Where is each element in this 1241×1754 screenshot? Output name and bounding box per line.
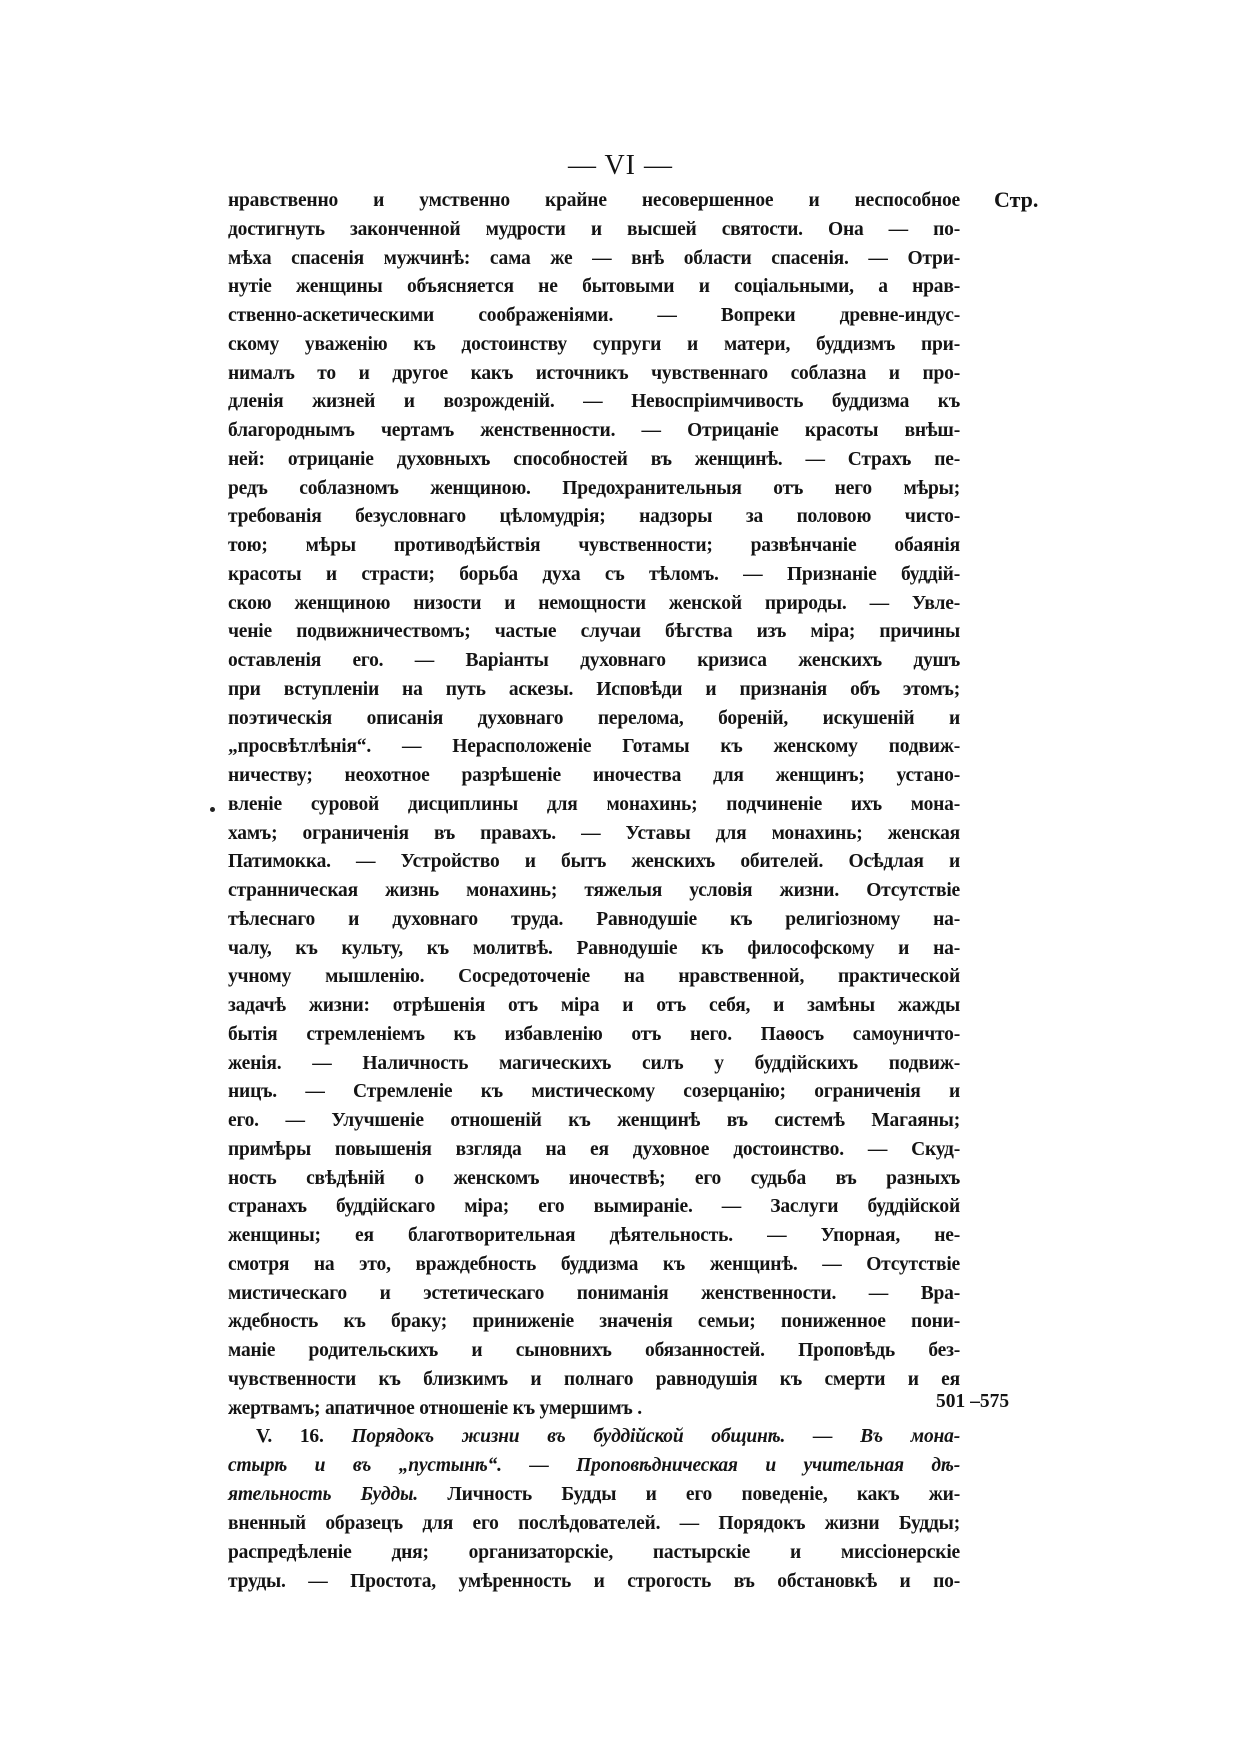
entry-line: ждебность къ браку; приниженіе значенія семьи; пониженное пони-: [228, 1311, 960, 1333]
entry-line: нутіе женщины объясняется не бытовыми и соціальными, а нрав-: [228, 276, 960, 298]
entry-heading-italic: ятельность Будды.: [228, 1484, 418, 1505]
entry-line: ченіе подвижничествомъ; частые случаи бѣгства изъ міра; причины: [228, 621, 960, 643]
entry-line: ней: отрицаніе духовныхъ способностей въ женщинѣ. — Страхъ пе-: [228, 448, 960, 470]
entry-line: его. — Улучшеніе отношеній къ женщинѣ въ системѣ Магаяны;: [228, 1110, 960, 1131]
entry-line: бытія стремленіемъ къ избавленію отъ него. Паѳосъ самоуничто-: [228, 1023, 960, 1045]
entry-line: жертвамъ; апатичное отношеніе къ умершимъ .: [228, 1397, 642, 1419]
entry-line: скому уваженію къ достоинству супруги и матери, буддизмъ при-: [228, 333, 960, 355]
page-column-label: Стр.: [994, 187, 1039, 212]
entry-line: [228, 1451, 960, 1480]
entry-line: нравственно и умственно крайне несовершенное и неспособное: [228, 190, 960, 211]
entry-line: тою; мѣры противодѣйствія чувственности; развѣнчаніе обаянія: [228, 535, 960, 556]
entry-line: тѣлеснаго и духовнаго труда. Равнодушіе къ религіозному на-: [228, 908, 960, 930]
entry-line: Патимокка. — Устройство и бытъ женскихъ обителей. Осѣдлая и: [228, 851, 960, 873]
entry-line: задачѣ жизни: отрѣшенія отъ міра и отъ себя, и замѣны жажды: [228, 995, 960, 1016]
page-range: 501 –575: [936, 1391, 1010, 1412]
entry-line: нималъ то и другое какъ источникъ чувственнаго соблазна и про-: [228, 362, 960, 384]
entry-line: маніе родительскихъ и сыновнихъ обязанностей. Проповѣдь без-: [228, 1340, 960, 1361]
entry-line: достигнуть законченной мудрости и высшей святости. Она — по-: [228, 218, 960, 240]
entry-line: [256, 1422, 960, 1451]
entry-line: оставленія его. — Варіанты духовнаго кризиса женскихъ душъ: [228, 650, 960, 671]
entry-line: скою женщиною низости и немощности женской природы. — Увле-: [228, 592, 960, 614]
margin-dot: [210, 807, 215, 812]
entry-heading-number: V. 16.: [256, 1426, 352, 1447]
entry-line: ницъ. — Стремленіе къ мистическому созерцанію; ограниченія и: [228, 1081, 960, 1103]
entry-line: женія. — Наличность магическихъ силъ у буддійскихъ подвиж-: [228, 1052, 960, 1074]
entry-line: труды. — Простота, умѣренность и строгость въ обстановкѣ и по-: [228, 1571, 960, 1592]
entry-line: „просвѣтлѣнія“. — Нерасположеніе Готамы къ женскому подвиж-: [228, 736, 960, 758]
entry-line: чувственности къ близкимъ и полнаго равнодушія къ смерти и ея: [228, 1368, 960, 1390]
entry-line: распредѣленіе дня; организаторскіе, пастырскіе и миссіонерскіе: [228, 1542, 960, 1563]
entry-line: женщины; ея благотворительная дѣятельность. — Упорная, не-: [228, 1225, 960, 1246]
entry-line: чалу, къ культу, къ молитвѣ. Равнодушіе къ философскому и на-: [228, 937, 960, 959]
entry-line: странническая жизнь монахинь; тяжелыя условія жизни. Отсутствіе: [228, 880, 960, 901]
entry-heading-italic: стырѣ и въ „пустынѣ“. — Проповѣдническая и учительная дѣ-: [228, 1455, 960, 1476]
entry-line: смотря на это, враждебность буддизма къ женщинѣ. — Отсутствіе: [228, 1253, 960, 1275]
entry-heading-italic: Порядокъ жизни въ буддійской общинѣ. — Въ мона-: [351, 1426, 960, 1447]
entry-line: поэтическія описанія духовнаго перелома, бореній, искушеній и: [228, 707, 960, 729]
page-number: — VI —: [567, 150, 674, 181]
entry-line: примѣры повышенія взгляда на ея духовное достоинство. — Скуд-: [228, 1138, 960, 1160]
entry-line: редъ соблазномъ женщиною. Предохранительныя отъ него мѣры;: [228, 477, 960, 499]
entry-line: вненный образецъ для его послѣдователей. — Порядокъ жизни Будды;: [228, 1513, 960, 1534]
entry-line: [228, 1480, 960, 1509]
entry-line: при вступленіи на путь аскезы. Исповѣди и признанія объ этомъ;: [228, 678, 960, 700]
entry-line: красоты и страсти; борьба духа съ тѣломъ. — Признаніе буддій-: [228, 563, 960, 585]
entry-line: ственно-аскетическими соображеніями. — Вопреки древне-индус-: [228, 305, 960, 326]
entry-line: мистическаго и эстетическаго пониманія женственности. — Вра-: [228, 1282, 960, 1304]
entry-text: Личность Будды и его поведеніе, какъ жи-: [418, 1484, 960, 1505]
entry-line: вленіе суровой дисциплины для монахинь; подчиненіе ихъ мона-: [228, 793, 960, 815]
entry-line: требованія безусловнаго цѣломудрія; надзоры за половою чисто-: [228, 506, 960, 528]
entry-line: мѣха спасенія мужчинѣ: сама же — внѣ области спасенія. — Отри-: [228, 247, 960, 269]
entry-line: странахъ буддійскаго міра; его вымираніе. — Заслуги буддійской: [228, 1196, 960, 1218]
entry-line: дленія жизней и возрожденій. — Невоспріимчивость буддизма къ: [228, 391, 960, 413]
entry-line: благороднымъ чертамъ женственности. — Отрицаніе красоты внѣш-: [228, 420, 960, 441]
entry-line: ность свѣдѣній о женскомъ иночествѣ; его судьба въ разныхъ: [228, 1167, 960, 1189]
entry-line: хамъ; ограниченія въ правахъ. — Уставы для монахинь; женская: [228, 822, 960, 844]
entry-line: ничеству; неохотное разрѣшеніе иночества для женщинъ; устано-: [228, 765, 960, 786]
entry-line: учному мышленію. Сосредоточеніе на нравственной, практической: [228, 966, 960, 988]
